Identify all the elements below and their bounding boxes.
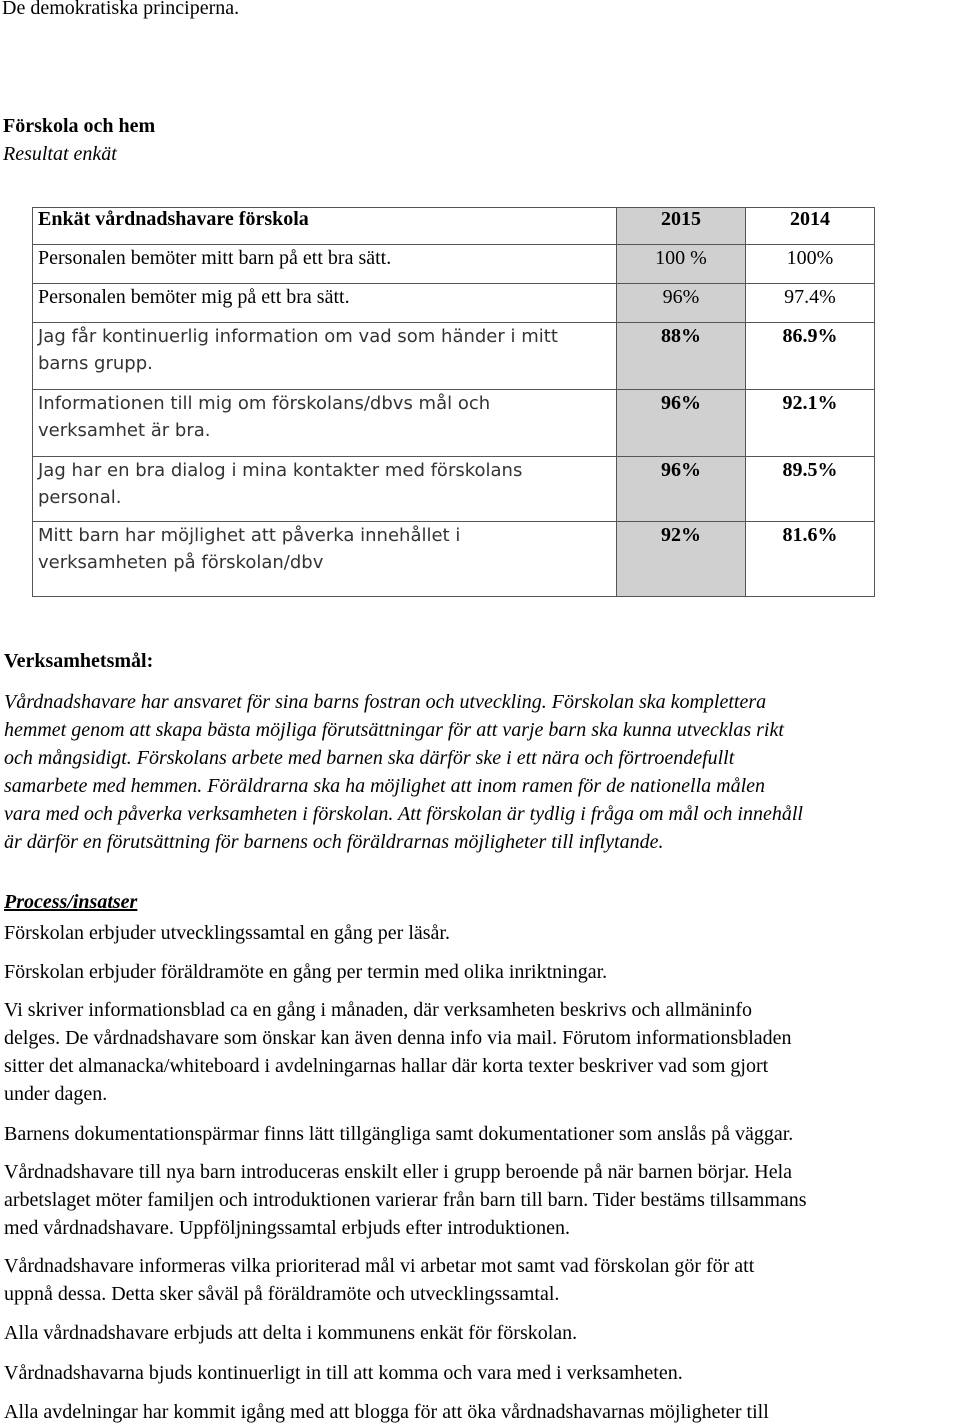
row-label-line: Jag får kontinuerlig information om vad som händer i mitt xyxy=(38,326,558,347)
section-subtitle: Resultat enkät xyxy=(3,143,117,165)
row-label-line: Informationen till mig om förskolans/dbvs mål och xyxy=(38,393,491,414)
row-label-line: personal. xyxy=(38,487,122,508)
row-value-2014: 89.5% xyxy=(746,457,875,522)
row-value-2015: 92% xyxy=(617,522,746,597)
row-label: Personalen bemöter mitt barn på ett bra sätt. xyxy=(33,245,617,284)
process-heading: Process/insatser xyxy=(4,891,138,913)
process-line: uppnå dessa. Detta sker såväl på föräldramöte och utvecklingssamtal. xyxy=(4,1283,560,1305)
process-line: Vi skriver informationsblad ca en gång i månaden, där verksamheten beskrivs och allmäninfo xyxy=(4,999,753,1021)
goals-heading: Verksamhetsmål: xyxy=(4,650,154,672)
process-paragraph: Alla vårdnadshavare erbjuds att delta i kommunens enkät för förskolan. xyxy=(4,1322,578,1344)
process-line: delges. De vårdnadshavare som önskar kan även denna info via mail. Förutom informationsbladen xyxy=(4,1027,792,1049)
row-value-2014: 97.4% xyxy=(746,284,875,323)
table-row xyxy=(33,323,875,390)
process-paragraph xyxy=(4,996,960,1108)
row-value-2015: 88% xyxy=(617,323,746,390)
table-row xyxy=(33,245,875,284)
process-line: arbetslaget möter familjen och introduktionen varierar från barn till barn. Tider bestäms tillsammans xyxy=(4,1189,807,1211)
row-value-2014: 86.9% xyxy=(746,323,875,390)
row-value-2014: 81.6% xyxy=(746,522,875,597)
process-line: sitter det almanacka/whiteboard i avdelningarnas hallar där korta texter beskriver vad som gjort xyxy=(4,1055,769,1077)
header-year-2015: 2015 xyxy=(617,208,746,245)
goals-line: hemmet genom att skapa bästa möjliga förutsättningar för att varje barn ska kunna utvecklas rikt xyxy=(4,719,784,741)
row-label xyxy=(33,323,617,390)
row-value-2015: 96% xyxy=(617,390,746,457)
table-header-row xyxy=(33,208,875,245)
process-paragraph: Förskolan erbjuder utvecklingssamtal en gång per läsår. xyxy=(4,922,450,944)
goals-line: samarbete med hemmen. Föräldrarna ska ha möjlighet att inom ramen för de nationella målen xyxy=(4,775,766,797)
goals-paragraph xyxy=(4,688,960,856)
top-line-text: De demokratiska principerna. xyxy=(2,0,240,19)
row-label xyxy=(33,457,617,522)
process-paragraph xyxy=(4,1252,960,1308)
survey-results-table xyxy=(32,207,875,597)
row-value-2015: 96% xyxy=(617,284,746,323)
table-row xyxy=(33,457,875,522)
header-label: Enkät vårdnadshavare förskola xyxy=(33,208,617,245)
process-line: under dagen. xyxy=(4,1083,108,1105)
process-paragraph xyxy=(4,1158,960,1242)
row-value-2015: 96% xyxy=(617,457,746,522)
row-value-2015: 100 % xyxy=(617,245,746,284)
row-label-line: verksamheten på förskolan/dbv xyxy=(38,552,324,573)
row-value-2014: 92.1% xyxy=(746,390,875,457)
process-line: Vårdnadshavare informeras vilka prioriterad mål vi arbetar mot samt vad förskolan gör för att xyxy=(4,1255,755,1277)
process-line: med vårdnadshavare. Uppföljningssamtal erbjuds efter introduktionen. xyxy=(4,1217,570,1239)
header-year-2014: 2014 xyxy=(746,208,875,245)
row-label-line: Jag har en bra dialog i mina kontakter med förskolans xyxy=(38,460,523,481)
process-paragraph: Förskolan erbjuder föräldramöte en gång per termin med olika inriktningar. xyxy=(4,961,608,983)
table-row xyxy=(33,390,875,457)
table-row xyxy=(33,284,875,323)
row-value-2014: 100% xyxy=(746,245,875,284)
goals-line: Vårdnadshavare har ansvaret för sina barns fostran och utveckling. Förskolan ska komplettera xyxy=(4,691,767,713)
row-label-line: Mitt barn har möjlighet att påverka innehållet i xyxy=(38,525,461,546)
table-row xyxy=(33,522,875,597)
goals-line: och mångsidigt. Förskolans arbete med barnen ska därför ske i ett nära och förtroendefullt xyxy=(4,747,735,769)
section-title: Förskola och hem xyxy=(3,115,156,137)
goals-line: vara med och påverka verksamheten i förskolan. Att förskolan är tydlig i fråga om mål och innehåll xyxy=(4,803,803,825)
row-label-line: verksamhet är bra. xyxy=(38,420,211,441)
row-label xyxy=(33,390,617,457)
process-paragraph: Alla avdelningar har kommit igång med att blogga för att öka vårdnadshavarnas möjligheter till xyxy=(4,1401,769,1423)
row-label: Personalen bemöter mig på ett bra sätt. xyxy=(33,284,617,323)
process-paragraph: Barnens dokumentationspärmar finns lätt tillgängliga samt dokumentationer som anslås på väggar. xyxy=(4,1123,794,1145)
row-label-line: barns grupp. xyxy=(38,353,153,374)
process-paragraph: Vårdnadshavarna bjuds kontinuerligt in till att komma och vara med i verksamheten. xyxy=(4,1362,683,1384)
goals-line: är därför en förutsättning för barnens och föräldrarnas möjligheter till inflytande. xyxy=(4,831,664,853)
row-label xyxy=(33,522,617,597)
process-line: Vårdnadshavare till nya barn introduceras enskilt eller i grupp beroende på när barnen börjar. Hela xyxy=(4,1161,793,1183)
